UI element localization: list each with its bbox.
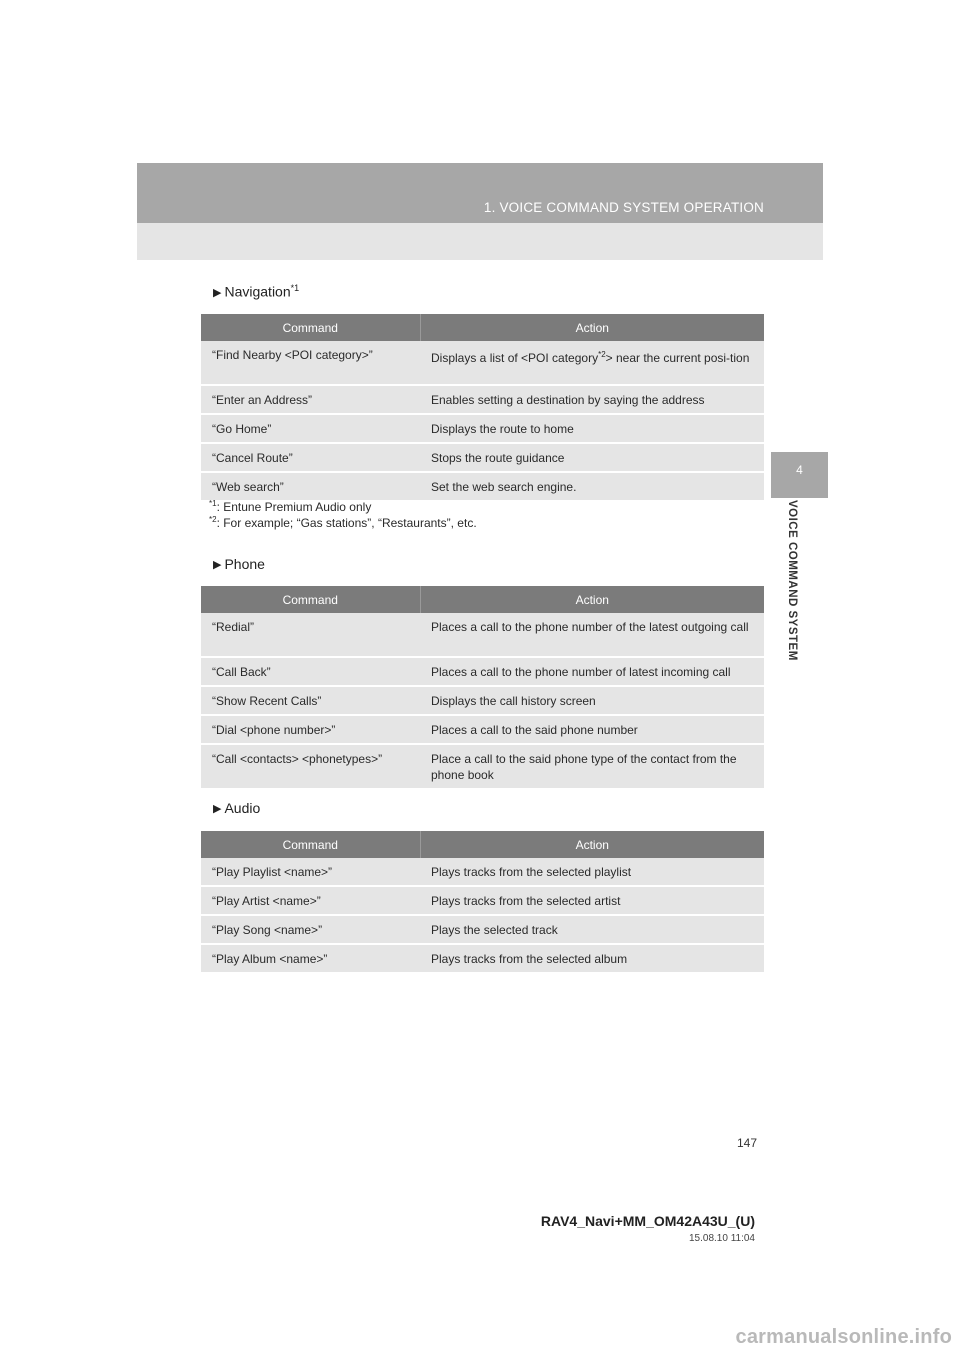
audio-table xyxy=(201,831,764,974)
action-cell: Plays tracks from the selected artist xyxy=(420,886,764,915)
table-row xyxy=(201,472,764,501)
navigation-heading-text: Navigation xyxy=(224,283,291,300)
action-cell: Displays the route to home xyxy=(420,414,764,443)
command-cell: “Play Artist <name>” xyxy=(201,886,420,915)
table-row xyxy=(201,613,764,657)
triangle-right-icon: ▶ xyxy=(213,286,222,299)
table-header-row xyxy=(201,314,764,341)
navigation-heading xyxy=(213,283,299,300)
action-text: Displays a list of <POI category xyxy=(431,351,599,365)
phone-table xyxy=(201,586,764,790)
command-cell: “Go Home” xyxy=(201,414,420,443)
command-cell: “Call Back” xyxy=(201,657,420,686)
footnote xyxy=(209,499,371,514)
section-tab-number: 4 xyxy=(796,463,803,477)
action-cell: Stops the route guidance xyxy=(420,443,764,472)
action-cell: Enables setting a destination by saying the address xyxy=(420,385,764,414)
action-cell: Displays the call history screen xyxy=(420,686,764,715)
column-header-action: Action xyxy=(420,586,764,613)
audio-heading-text: Audio xyxy=(224,800,261,816)
table-row xyxy=(201,414,764,443)
table-row xyxy=(201,858,764,886)
action-text: > near the current posi-tion xyxy=(605,351,750,365)
command-cell: “Find Nearby <POI category>” xyxy=(201,341,420,385)
command-cell: “Redial” xyxy=(201,613,420,657)
command-cell: “Play Playlist <name>” xyxy=(201,858,420,886)
footnote-text: : For example; “Gas stations”, “Restaurants”, etc. xyxy=(216,516,477,530)
action-cell: Places a call to the said phone number xyxy=(420,715,764,744)
navigation-table xyxy=(201,314,764,502)
table-row xyxy=(201,385,764,414)
section-tab-label: VOICE COMMAND SYSTEM xyxy=(786,500,798,661)
action-cell: Plays the selected track xyxy=(420,915,764,944)
audio-heading xyxy=(213,800,260,816)
action-cell: Set the web search engine. xyxy=(420,472,764,501)
table-row xyxy=(201,944,764,973)
table-header-row xyxy=(201,586,764,613)
action-cell: Plays tracks from the selected playlist xyxy=(420,858,764,886)
column-header-action: Action xyxy=(420,314,764,341)
column-header-action: Action xyxy=(420,831,764,858)
command-cell: “Cancel Route” xyxy=(201,443,420,472)
phone-heading xyxy=(213,556,265,572)
action-cell: Place a call to the said phone type of the contact from the phone book xyxy=(420,744,764,789)
table-row xyxy=(201,341,764,385)
footnote-mark: *2 xyxy=(598,350,606,359)
footnote xyxy=(209,515,477,530)
header-band xyxy=(137,163,823,223)
command-cell: “Dial <phone number>” xyxy=(201,715,420,744)
table-row xyxy=(201,686,764,715)
command-cell: “Call <contacts> <phonetypes>” xyxy=(201,744,420,789)
triangle-right-icon: ▶ xyxy=(213,559,222,571)
footnote-text: : Entune Premium Audio only xyxy=(216,500,372,514)
footnote-mark: *1 xyxy=(209,499,217,508)
action-cell: Places a call to the phone number of the latest outgoing call xyxy=(420,613,764,657)
table-row xyxy=(201,744,764,789)
document-timestamp: 15.08.10 11:04 xyxy=(689,1233,755,1244)
column-header-command: Command xyxy=(201,831,420,858)
header-sub-band xyxy=(137,223,823,260)
command-cell: “Show Recent Calls” xyxy=(201,686,420,715)
table-row xyxy=(201,715,764,744)
page-number: 147 xyxy=(736,1136,757,1150)
footnote-mark: *2 xyxy=(209,515,217,524)
action-cell xyxy=(420,341,764,385)
command-cell: “Play Song <name>” xyxy=(201,915,420,944)
chapter-title: 1. VOICE COMMAND SYSTEM OPERATION xyxy=(483,200,764,215)
watermark: carmanualsonline.info xyxy=(735,1326,952,1348)
section-tab[interactable] xyxy=(771,452,828,498)
command-cell: “Play Album <name>” xyxy=(201,944,420,973)
command-cell: “Enter an Address” xyxy=(201,385,420,414)
column-header-command: Command xyxy=(201,586,420,613)
table-row xyxy=(201,657,764,686)
document-id: RAV4_Navi+MM_OM42A43U_(U) xyxy=(540,1213,755,1229)
phone-heading-text: Phone xyxy=(224,556,265,572)
triangle-right-icon: ▶ xyxy=(213,803,222,815)
action-cell: Plays tracks from the selected album xyxy=(420,944,764,973)
footnote-mark: *1 xyxy=(290,283,300,293)
command-cell: “Web search” xyxy=(201,472,420,501)
table-row xyxy=(201,886,764,915)
table-row xyxy=(201,443,764,472)
table-row xyxy=(201,915,764,944)
column-header-command: Command xyxy=(201,314,420,341)
table-header-row xyxy=(201,831,764,858)
action-cell: Places a call to the phone number of latest incoming call xyxy=(420,657,764,686)
